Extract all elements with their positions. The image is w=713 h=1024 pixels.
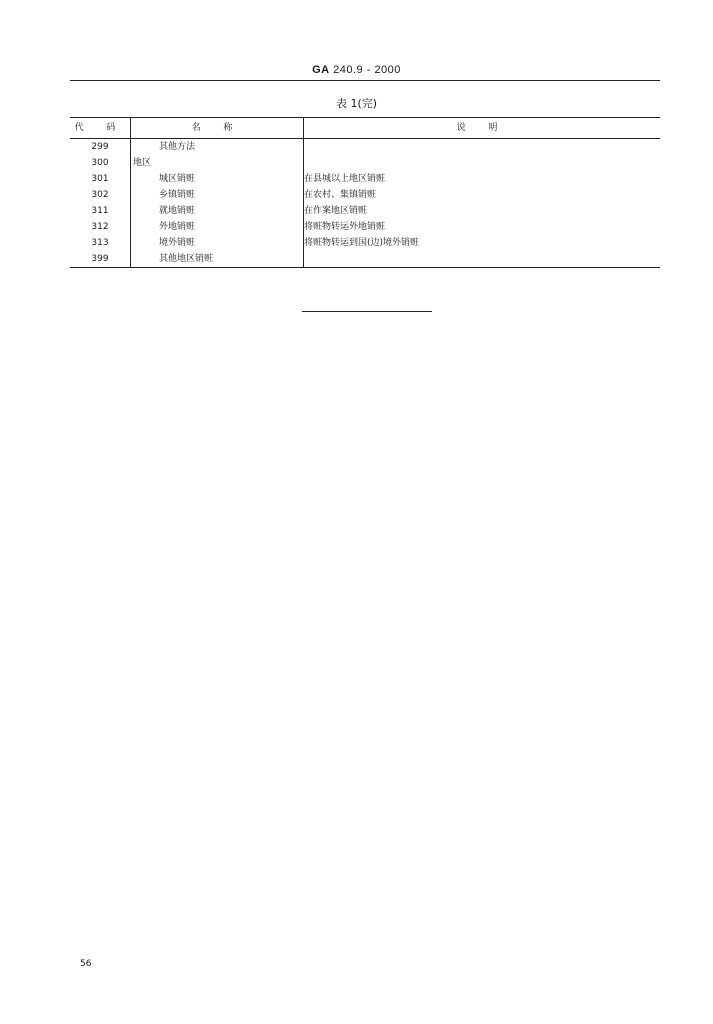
end-of-table-rule xyxy=(302,311,432,312)
row-name: 乡镇销赃 xyxy=(131,187,304,203)
table-row xyxy=(70,155,660,171)
row-desc xyxy=(304,155,661,171)
table-row xyxy=(70,251,660,268)
table-row xyxy=(70,171,660,187)
row-desc: 在农村、集镇销赃 xyxy=(304,187,661,203)
standard-prefix: GA xyxy=(312,64,330,76)
row-code: 301 xyxy=(91,174,109,184)
standard-code xyxy=(0,64,713,76)
column-header-code: 代 码 xyxy=(74,123,126,133)
row-code: 302 xyxy=(91,190,109,200)
row-code: 299 xyxy=(91,142,109,152)
row-code: 313 xyxy=(91,238,109,248)
row-desc: 在作案地区销赃 xyxy=(304,203,661,219)
column-header-desc: 说 明 xyxy=(304,118,661,139)
row-name: 其他方法 xyxy=(131,139,304,156)
table-row xyxy=(70,219,660,235)
table-row xyxy=(70,187,660,203)
row-code: 399 xyxy=(91,254,109,264)
table-row xyxy=(70,203,660,219)
row-name: 外地销赃 xyxy=(131,219,304,235)
row-code: 311 xyxy=(91,206,109,216)
row-desc: 将赃物转运到国(边)境外销赃 xyxy=(304,235,661,251)
table-row xyxy=(70,139,660,156)
row-desc: 在县城以上地区销赃 xyxy=(304,171,661,187)
row-name: 城区销赃 xyxy=(131,171,304,187)
table-caption: 表 1(完) xyxy=(335,97,378,110)
row-desc xyxy=(304,251,661,268)
row-name: 境外销赃 xyxy=(131,235,304,251)
table-row xyxy=(70,235,660,251)
code-table xyxy=(70,117,660,268)
page-number: 56 xyxy=(80,959,92,969)
standard-number: 240.9 - 2000 xyxy=(333,64,401,76)
row-name: 其他地区销赃 xyxy=(131,251,304,268)
row-code: 312 xyxy=(91,222,109,232)
row-name: 地区 xyxy=(131,155,304,171)
table-header-row xyxy=(70,118,660,139)
row-name: 就地销赃 xyxy=(131,203,304,219)
row-desc: 将赃物转运外地销赃 xyxy=(304,219,661,235)
row-desc xyxy=(304,139,661,156)
column-header-name: 名 称 xyxy=(131,118,304,139)
row-code: 300 xyxy=(91,158,109,168)
header-rule xyxy=(70,80,660,81)
